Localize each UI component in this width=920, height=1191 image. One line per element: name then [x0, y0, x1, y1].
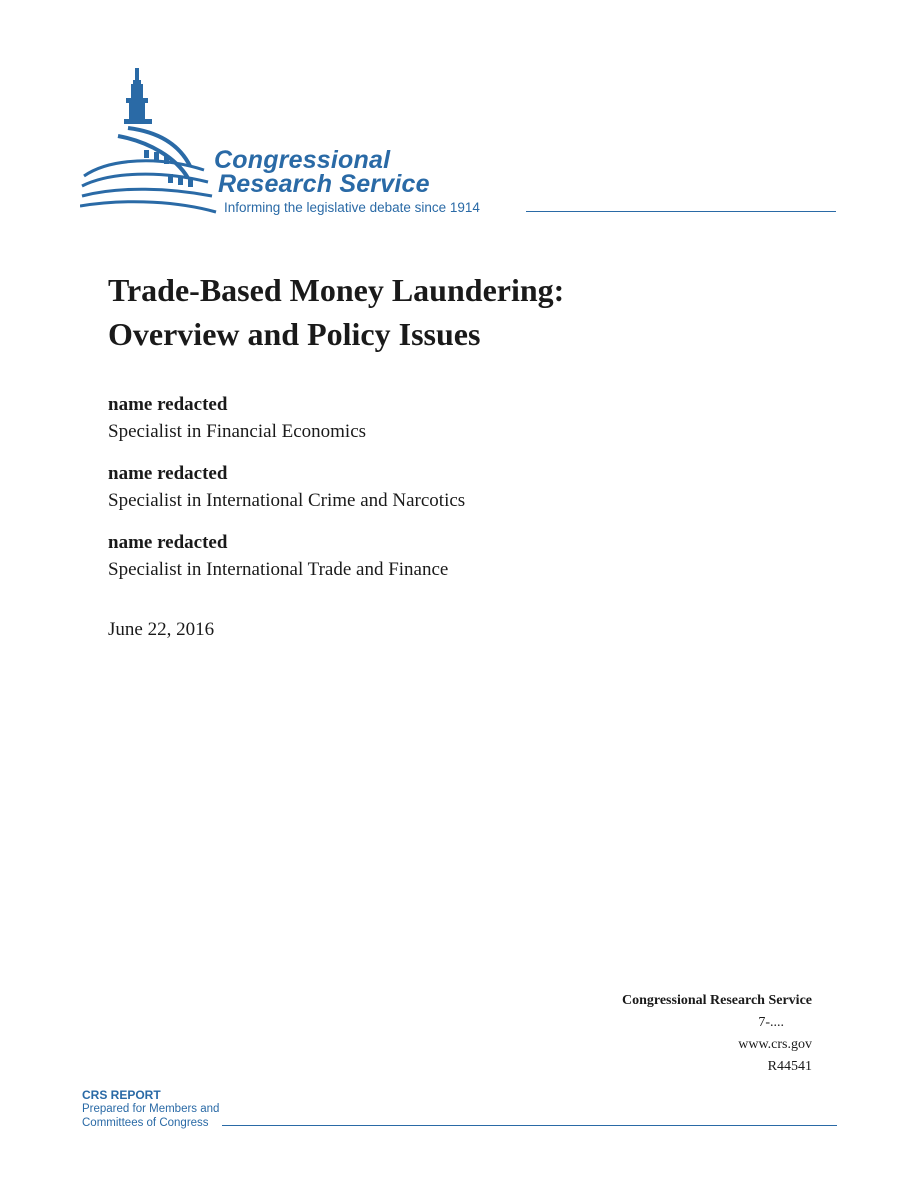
author-entry: [108, 530, 465, 584]
logo-rule: [526, 211, 836, 212]
crs-name: Congressional Research Service: [621, 993, 812, 1008]
crs-logo: [80, 66, 840, 226]
footer-line2: Committees of Congress: [82, 1117, 209, 1129]
footer-rule: [222, 1125, 837, 1126]
footer-line1: Prepared for Members and: [82, 1103, 220, 1115]
capitol-dome-icon: [80, 66, 230, 226]
author-entry: [108, 461, 465, 515]
report-title: [108, 268, 564, 356]
author-name: name redacted: [108, 394, 228, 415]
crs-info-block: [622, 990, 812, 1078]
author-entry: [108, 392, 465, 446]
crs-url: www.crs.gov: [738, 1037, 812, 1052]
logo-title-line2: Research Service: [218, 170, 430, 198]
author-role: Specialist in International Crime and Narcotics: [108, 490, 466, 511]
footer-label: CRS REPORT: [82, 1088, 161, 1102]
author-role: Specialist in Financial Economics: [108, 421, 367, 442]
report-title-line1: Trade-Based Money Laundering:: [108, 272, 565, 308]
footer: [82, 1088, 837, 1130]
report-title-line2: Overview and Policy Issues: [108, 316, 481, 352]
report-number: R44541: [767, 1059, 812, 1074]
author-name: name redacted: [108, 532, 228, 553]
author-role: Specialist in International Trade and Finance: [108, 559, 449, 580]
logo-title-line1: Congressional: [214, 146, 391, 174]
report-date: June 22, 2016: [108, 619, 215, 640]
logo-tagline: Informing the legislative debate since 1914: [224, 200, 480, 215]
crs-code: 7-....: [758, 1015, 784, 1030]
author-name: name redacted: [108, 463, 228, 484]
author-list: [108, 392, 465, 599]
